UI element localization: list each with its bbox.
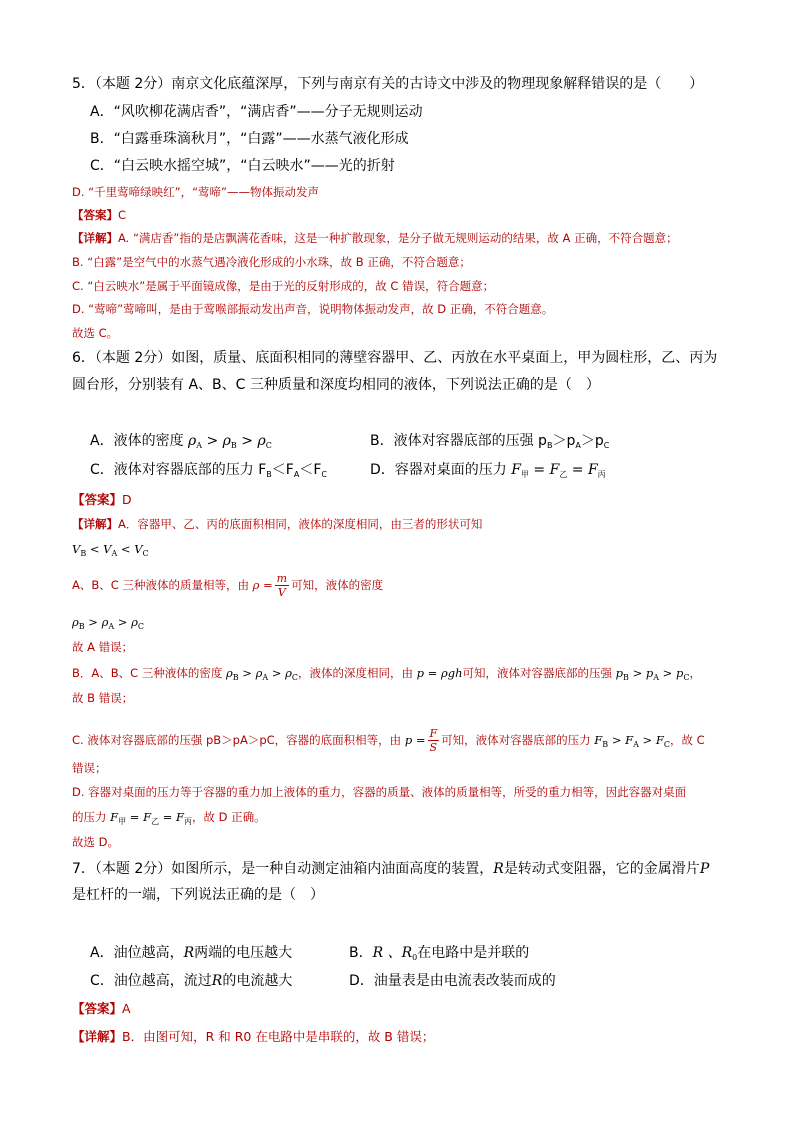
q6-detail-11: [72, 811, 266, 827]
q7-option-c: [90, 973, 292, 990]
q6-stem-line1: 6．（本题 2分）如图，质量、底面积相同的薄壁容器甲、乙、丙放在水平桌面上，甲为圆柱形，乙、丙为: [72, 350, 718, 366]
option-text: C．液体对容器底部的压力 F: [90, 462, 267, 478]
formula: $F_B > F_A > F_C$: [594, 733, 670, 749]
option-text: 两端的电压越大: [194, 945, 293, 961]
answer-value: D: [122, 492, 132, 507]
option-text: B．液体对容器底部的压强 p: [370, 433, 547, 449]
q7-option-a: [90, 945, 292, 962]
formula: $F_甲 = F_乙 = F_丙$: [511, 462, 606, 479]
formula: p =: [404, 733, 426, 747]
symbol-p: P: [699, 861, 710, 877]
option-text: A．液体的密度: [90, 433, 184, 449]
detail-text: 的压力: [72, 810, 107, 824]
answer-value: A: [122, 1001, 131, 1016]
detail-text: 可知，液体的密度: [291, 578, 384, 592]
q6-detail-1: [72, 518, 482, 532]
option-text: B．: [349, 945, 373, 961]
answer-label: 【答案】: [72, 492, 123, 507]
answer-value: C: [118, 208, 127, 222]
stem-text: 是转动式变阻器，它的金属滑片: [503, 861, 700, 877]
option-text: 的电流越大: [222, 973, 293, 989]
detail-text: ，液体的深度相同，由: [298, 666, 413, 680]
q6-option-a: [90, 433, 272, 451]
detail-text: A、B、C 三种液体的质量相等，由: [72, 578, 249, 592]
q5-detail-c: C. “白云映水”是属于平面镜成像，是由于光的反射形成的，故 C 错误，符合题意；: [72, 279, 495, 293]
option-text: D．容器对桌面的压力: [370, 462, 507, 478]
q6-detail-5: 故 A 错误；: [72, 640, 134, 654]
q6-detail-9: 错误；: [72, 761, 107, 775]
q5-answer: [72, 209, 126, 223]
detail-text: 可知，液体对容器底部的压强: [462, 666, 612, 680]
detail-text: A．容器甲、乙、丙的底面积相同，液体的深度相同，由三者的形状可知: [118, 517, 483, 531]
q6-detail-10: D. 容器对桌面的压力等于容器的重力加上液体的重力，容器的质量、液体的质量相等，所受的重力相等，因此容器对桌面: [72, 785, 687, 799]
q7-answer: [72, 1001, 131, 1016]
formula: $\rho_B > \rho_A > \rho_C$: [226, 666, 298, 682]
q6-volume-relation: $V_B < V_A < V_C$: [72, 542, 149, 558]
q5-option-d: D. “千里莺啼绿映红”，“莺啼”——物体振动发声: [72, 185, 319, 199]
q5-detail-a: [72, 232, 678, 246]
formula: $\rho_A > \rho_B > \rho_C$: [188, 433, 272, 450]
symbol-r-r0: R 、$R_0$: [372, 945, 418, 962]
detail-text: A. “满店香”指的是店飘满花香味，这是一种扩散现象，是分子做无规则运动的结果，故 A 正确，不符合题意；: [118, 231, 678, 245]
q5-option-b: B．“白露垂珠滴秋月”，“白露”——水蒸气液化形成: [90, 131, 409, 147]
q6-density-relation: $\rho_B > \rho_A > \rho_C$: [72, 615, 144, 631]
q7-option-b: [349, 945, 529, 963]
q6-answer: [72, 492, 132, 507]
formula: $F_甲 = F_乙 = F_丙$: [110, 810, 193, 826]
q6-detail-7: 故 B 错误；: [72, 691, 134, 705]
q6-detail-3: [72, 572, 383, 599]
option-text: 在电路中是并联的: [417, 945, 530, 961]
q6-option-b: [370, 433, 609, 451]
detail-text: B．由图可知，R 和 R0 在电路中是串联的，故 B 错误；: [122, 1029, 435, 1044]
q7-detail: [72, 1029, 434, 1044]
q7-stem-line1: [72, 861, 709, 878]
density-formula: ρ =: [252, 578, 273, 592]
q6-stem-line2: 圆台形，分别装有 A、B、C 三种质量和深度均相同的液体，下列说法正确的是（ ）: [72, 377, 600, 393]
formula: p = ρgh: [416, 666, 463, 680]
q6-conclusion: 故选 D。: [72, 835, 120, 849]
formula: $p_B > p_A > p_C$: [615, 666, 690, 682]
q7-stem-line2: 是杠杆的一端，下列说法正确的是（ ）: [72, 887, 324, 903]
q5-option-a: A．“风吹柳花满店香”，“满店香”——分子无规则运动: [90, 104, 423, 120]
detail-label: 【详解】: [72, 231, 118, 245]
fraction-f-over-s: $\frac{F}{S}$: [429, 727, 438, 754]
formula: $_B<F_A<F_C$: [266, 462, 327, 479]
fraction-m-over-v: $\frac{m}{V}$: [276, 572, 288, 599]
answer-label: 【答案】: [72, 1001, 123, 1016]
option-text: A．油位越高，: [90, 945, 184, 961]
option-text: C．油位越高，流过: [90, 973, 212, 989]
symbol-r: R: [183, 945, 195, 961]
symbol-r: R: [493, 861, 504, 877]
q6-option-d: [370, 462, 606, 480]
q6-detail-6: B．A、B、C 三种液体的密度 $\rho_B > \rho_A > \rho_C$，液体的深度相同，由 p = ρgh可知，液体对容器底部的压强 $p_B > p_A > p_C$，: [72, 666, 701, 682]
q7-option-d: D．油量表是由电流表改装而成的: [349, 973, 556, 989]
q5-detail-d: D. “莺啼”莺啼叫，是由于莺喉部振动发出声音，说明物体振动发声，故 D 正确，不符合题意。: [72, 302, 554, 316]
q5-conclusion: 故选 C。: [72, 326, 119, 340]
q6-detail-8: [72, 727, 705, 754]
detail-text: 可知，液体对容器底部的压力: [441, 733, 591, 747]
answer-label: 【答案】: [72, 208, 118, 222]
symbol-r: R: [211, 973, 223, 989]
formula: $_B>p_A>p_C$: [546, 433, 610, 450]
detail-label: 【详解】: [72, 517, 118, 531]
detail-text: ，故 C: [669, 733, 705, 747]
q5-stem: 5．（本题 2分）南京文化底蕴深厚，下列与南京有关的古诗文中涉及的物理现象解释错误的是（ ）: [72, 76, 704, 92]
q6-option-c: [90, 462, 327, 480]
detail-text: C. 液体对容器底部的压强 pB＞pA＞pC，容器的底面积相等，由: [72, 733, 402, 747]
stem-text: 7．（本题 2分）如图所示，是一种自动测定油箱内油面高度的装置，: [72, 861, 494, 877]
detail-text: B．A、B、C 三种液体的密度: [72, 666, 223, 680]
detail-label: 【详解】: [72, 1029, 123, 1044]
detail-text: ，故 D 正确。: [192, 810, 266, 824]
q5-detail-b: B. “白露”是空气中的水蒸气遇冷液化形成的小水珠，故 B 正确，不符合题意；: [72, 255, 471, 269]
q5-option-c: C．“白云映水摇空城”，“白云映水”——光的折射: [90, 158, 395, 174]
